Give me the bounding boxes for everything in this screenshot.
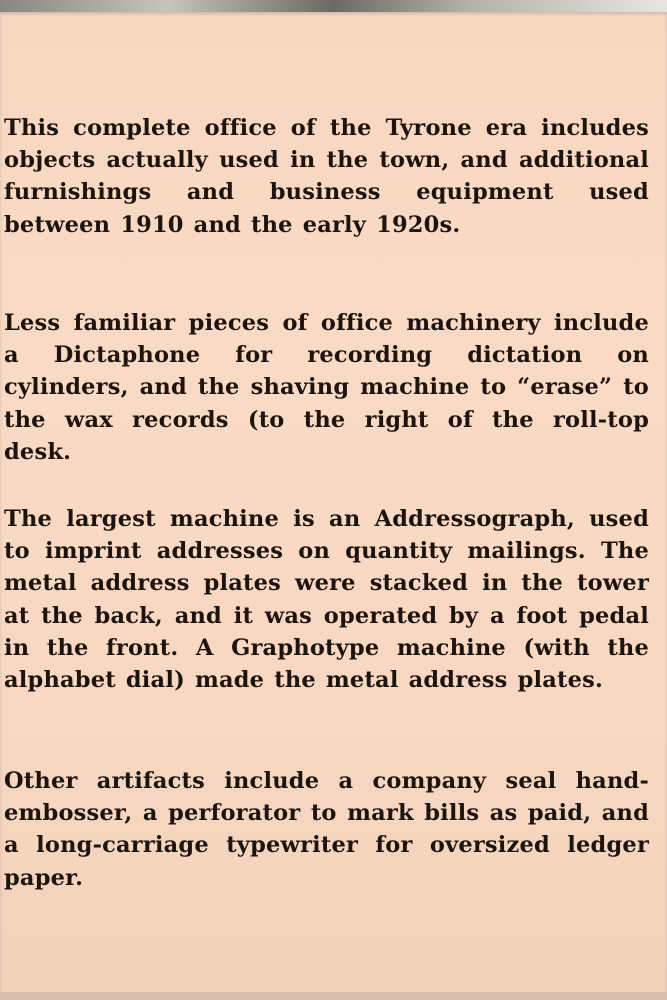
- sign-paragraph-4: Other artifacts include a company seal hand-embosser, a perforator to mark bills as paid, and a long-carriage typewriter for oversized ledger paper.: [4, 768, 649, 891]
- sign-paragraph-2: Less familiar pieces of office machinery include a Dictaphone for recording dictation on cylinders, and the shaving machine to “erase” to the wax records (to the right of the roll-top desk.: [4, 310, 649, 465]
- sign-paragraph-1: This complete office of the Tyrone era includes objects actually used in the town, and additional furnishings and business equipment used between 1910 and the early 1920s.: [4, 115, 649, 238]
- sign-paragraph-3: The largest machine is an Addressograph, used to imprint addresses on quantity mailings. The metal address plates were stacked in the tower at the back, and it was operated by a foot pedal in the front. A Graphotype machine (with the alphabet dial) made the metal address plates.: [4, 506, 649, 694]
- sign-bottom-edge: [0, 992, 667, 1000]
